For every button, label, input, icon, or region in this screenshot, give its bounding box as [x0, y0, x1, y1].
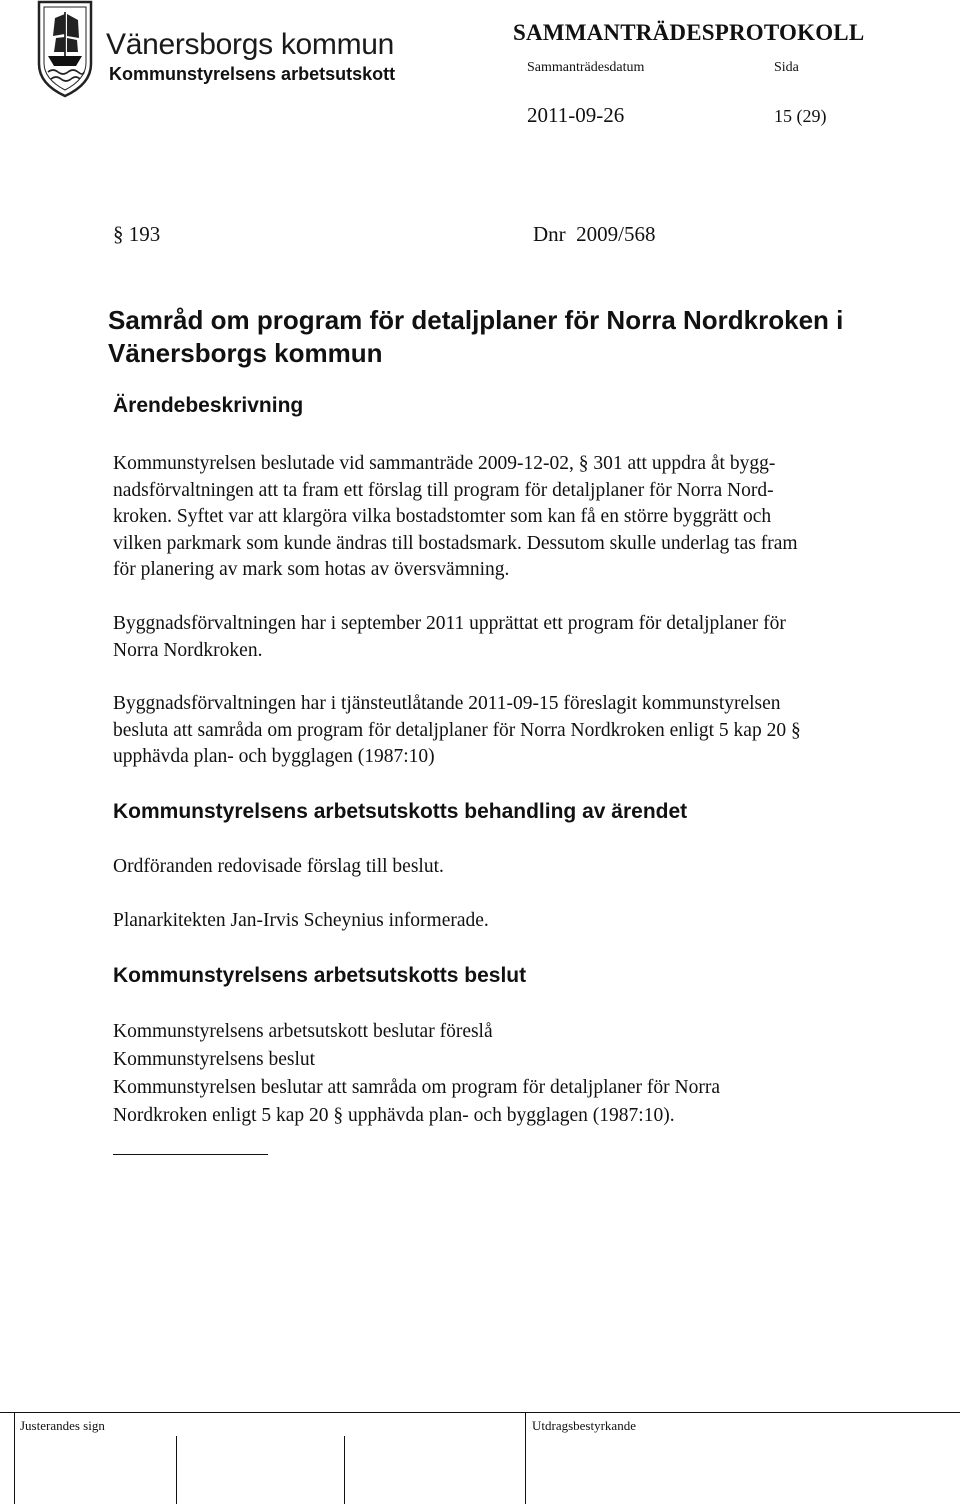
municipality-name: Vänersborgs kommun — [106, 28, 395, 61]
footer-extract-label: Utdragsbestyrkande — [532, 1418, 636, 1433]
text-line: Kommunstyrelsens arbetsutskott beslutar föreslå — [113, 1021, 493, 1042]
text-line: nadsförvaltningen att ta fram ett förslag till program för detaljplaner för Norra Nord- — [113, 479, 774, 501]
meeting-date-value: 2011-09-26 — [527, 103, 625, 127]
document-type: SAMMANTRÄDESPROTOKOLL — [513, 20, 865, 45]
text-line: Kommunstyrelsen beslutar att samråda om program för detaljplaner för Norra — [113, 1077, 721, 1098]
paragraph-architect: Planarkitekten Jan-Irvis Scheynius informerade. — [113, 910, 489, 931]
paragraph-chair: Ordföranden redovisade förslag till beslut. — [113, 856, 444, 877]
footer-sign-label: Justerandes sign — [20, 1418, 105, 1433]
page-number: 15 (29) — [774, 106, 827, 126]
text-line: Kommunstyrelsen beslutade vid sammanträde 2009-12-02, § 301 att uppdra åt bygg- — [113, 453, 776, 474]
text-line: för planering av mark som hotas av översvämning. — [113, 559, 510, 580]
text-line: Byggnadsförvaltningen har i tjänsteutlåtande 2011-09-15 föreslagit kommunstyrelsen — [113, 693, 781, 714]
case-title: Samråd om program för detaljplaner för Norra Nordkroken i Vänersborgs kommun — [108, 305, 844, 368]
signature-box-divider — [176, 1436, 177, 1504]
end-rule — [113, 1154, 268, 1155]
paragraph-decision — [113, 1018, 720, 1130]
page-label: Sida — [774, 60, 799, 75]
section-heading-beslut: Kommunstyrelsens arbetsutskotts beslut — [113, 964, 527, 987]
text-line: besluta att samråda om program för detaljplaner för Norra Nordkroken enligt 5 kap 20 § — [113, 719, 801, 741]
text-line: upphävda plan- och bygglagen (1987:10) — [113, 746, 435, 767]
text-line: Norra Nordkroken. — [113, 639, 263, 661]
section-heading-arendebeskrivning: Ärendebeskrivning — [113, 394, 304, 417]
text-line: kroken. Syftet var att klargöra vilka bostadstomter som kan få en större byggrätt och — [113, 506, 772, 527]
signature-box-divider — [344, 1436, 345, 1504]
text-line: vilken parkmark som kunde ändras till bostadsmark. Dessutom skulle underlag tas fram — [113, 532, 798, 554]
paragraph-proposal — [113, 691, 958, 771]
footer-divider — [14, 1412, 15, 1504]
meeting-date-label: Sammanträdesdatum — [527, 60, 645, 75]
paragraph-number: § 193 — [113, 222, 161, 246]
paragraph-description — [113, 451, 958, 584]
text-line: Kommunstyrelsens beslut — [113, 1049, 316, 1070]
municipal-crest-logo — [36, 0, 94, 98]
footer-divider — [525, 1412, 526, 1504]
footer-rule — [0, 1412, 960, 1413]
text-line: Byggnadsförvaltningen har i september 2011 upprättat ett program för detaljplaner för — [113, 613, 786, 634]
case-dnr: Dnr 2009/568 — [533, 222, 656, 246]
committee-name: Kommunstyrelsens arbetsutskott — [109, 64, 396, 84]
paragraph-program — [113, 611, 958, 664]
text-line: Nordkroken enligt 5 kap 20 § upphävda plan- och bygglagen (1987:10). — [113, 1105, 675, 1126]
section-heading-behandling: Kommunstyrelsens arbetsutskotts behandling av ärendet — [113, 800, 688, 823]
